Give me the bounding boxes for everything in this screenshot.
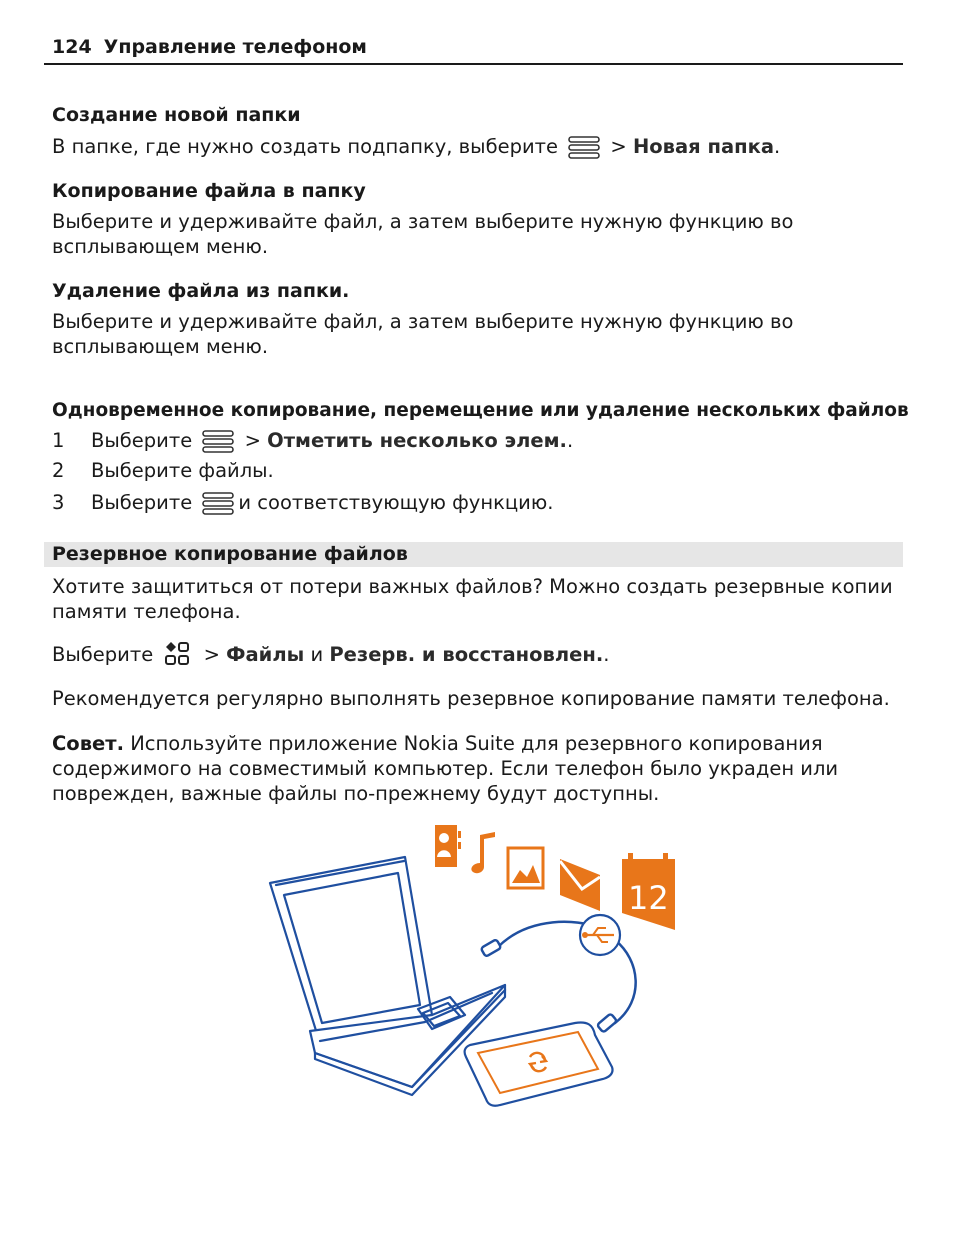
step-1 bbox=[52, 428, 573, 454]
page-header bbox=[44, 36, 903, 65]
paragraph-backup-intro bbox=[52, 574, 902, 624]
text-line: памяти телефона. bbox=[52, 600, 241, 623]
paragraph-new-folder bbox=[52, 134, 902, 160]
backup-restore-command: Резерв. и восстановлен. bbox=[329, 643, 604, 666]
menu-icon bbox=[201, 428, 235, 454]
step-text: Выберите bbox=[91, 429, 193, 452]
and-word: и bbox=[310, 643, 324, 666]
menu-icon bbox=[567, 134, 601, 160]
text-line: Используйте приложение Nokia Suite для резервного копирования bbox=[130, 732, 823, 755]
step-text: Выберите файлы. bbox=[91, 459, 274, 482]
step-number: 1 bbox=[52, 429, 65, 452]
step-3 bbox=[52, 490, 553, 516]
menu-icon bbox=[201, 490, 235, 516]
gt-separator: > bbox=[610, 135, 627, 158]
section-title-multi: Одновременное копирование, перемещение или удаление нескольких файлов bbox=[52, 400, 909, 421]
step-number: 3 bbox=[52, 491, 65, 514]
phone-image bbox=[465, 1023, 613, 1106]
section-title-backup: Резервное копирование файлов bbox=[52, 543, 408, 565]
gt-separator: > bbox=[203, 643, 220, 666]
mark-multiple-command: Отметить несколько элем. bbox=[267, 429, 567, 452]
period: . bbox=[566, 429, 574, 452]
paragraph-copy-file bbox=[52, 209, 902, 259]
section-band-backup bbox=[44, 542, 903, 567]
backup-illustration bbox=[260, 815, 690, 1115]
page-number: 124 bbox=[52, 36, 92, 58]
contacts-icon bbox=[435, 825, 461, 867]
paragraph-recommend: Рекомендуется регулярно выполнять резервное копирование памяти телефона. bbox=[52, 687, 890, 710]
files-command: Файлы bbox=[226, 643, 305, 666]
chapter-title: Управление телефоном bbox=[103, 36, 367, 58]
paragraph-tip bbox=[52, 731, 902, 806]
apps-menu-icon bbox=[164, 641, 192, 667]
step-number: 2 bbox=[52, 459, 65, 482]
gallery-icon bbox=[508, 848, 543, 888]
music-icon bbox=[471, 832, 495, 873]
period: . bbox=[603, 643, 610, 666]
usb-icon bbox=[580, 915, 620, 955]
step-text-after: и соответствующую функцию. bbox=[238, 491, 554, 514]
section-title-new-folder: Создание новой папки bbox=[52, 104, 301, 126]
step-2 bbox=[52, 459, 274, 482]
text-line: Выберите и удерживайте файл, а затем выберите нужную функцию во bbox=[52, 210, 794, 233]
mail-icon bbox=[560, 859, 600, 911]
text-before: В папке, где нужно создать подпапку, выберите bbox=[52, 135, 559, 158]
paragraph-delete-file bbox=[52, 309, 902, 359]
calendar-number: 12 bbox=[628, 879, 669, 917]
text-line: всплывающем меню. bbox=[52, 335, 269, 358]
gt-separator: > bbox=[244, 429, 261, 452]
calendar-icon bbox=[622, 853, 675, 930]
new-folder-command: Новая папка bbox=[632, 135, 774, 158]
text-line: поврежден, важные файлы по-прежнему будут доступны. bbox=[52, 782, 660, 805]
text-line: всплывающем меню. bbox=[52, 235, 269, 258]
text-before: Выберите bbox=[52, 643, 154, 666]
step-text: Выберите bbox=[91, 491, 193, 514]
section-title-copy-file: Копирование файла в папку bbox=[52, 180, 366, 202]
paragraph-backup-select bbox=[52, 641, 902, 667]
text-line: Выберите и удерживайте файл, а затем выберите нужную функцию во bbox=[52, 310, 794, 333]
tip-label: Совет. bbox=[52, 732, 124, 755]
period: . bbox=[774, 135, 781, 158]
section-title-delete-file: Удаление файла из папки. bbox=[52, 280, 350, 302]
text-line: Хотите защититься от потери важных файлов? Можно создать резервные копии bbox=[52, 575, 893, 598]
text-line: содержимого на совместимый компьютер. Если телефон было украден или bbox=[52, 757, 839, 780]
